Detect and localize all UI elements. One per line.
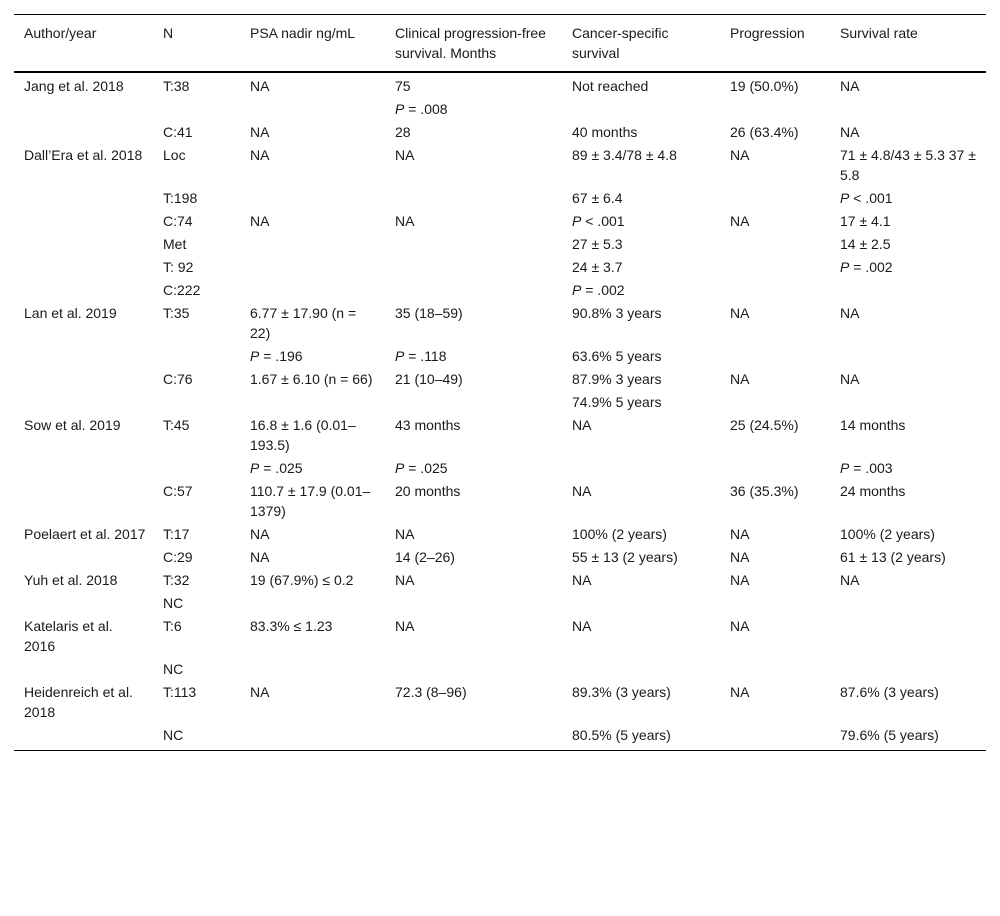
cell-survival-rate: 17 ± 4.1 (840, 213, 891, 229)
cell-author-year: Poelaert et al. 2017 (24, 526, 146, 542)
table-row (14, 301, 986, 344)
cell-author-year: Sow et al. 2019 (24, 417, 121, 433)
cell-survival-rate (830, 657, 986, 680)
cell-clinical-pfs (385, 278, 562, 301)
table-row (14, 72, 986, 97)
results-table (14, 14, 986, 751)
cell-cancer-specific-survival: 24 ± 3.7 (572, 259, 623, 275)
cell-n: T:38 (163, 78, 190, 94)
cell-survival-rate: 14 months (840, 417, 906, 433)
cell-clinical-pfs: 20 months (395, 483, 461, 499)
cell-cancer-specific-survival: 90.8% 3 years (572, 305, 662, 321)
table-row (14, 232, 986, 255)
cell-progression: NA (730, 371, 750, 387)
cell-n: T:113 (163, 684, 197, 700)
table-header (14, 15, 986, 73)
cell-psa-nadir: NA (250, 684, 270, 700)
cell-n: C:41 (163, 124, 193, 140)
cell-survival-rate (830, 344, 986, 367)
cell-cancer-specific-survival: 55 ± 13 (2 years) (572, 549, 678, 565)
table-row (14, 479, 986, 522)
cell-author-year (14, 367, 153, 390)
cell-psa-nadir (240, 390, 385, 413)
cell-psa-nadir (240, 255, 385, 278)
cell-survival-rate: 71 ± 4.8/43 ± 5.3 37 ± 5.8 (840, 147, 976, 183)
cell-psa-nadir: NA (250, 213, 270, 229)
cell-cancer-specific-survival: 63.6% 5 years (572, 348, 662, 364)
cell-clinical-pfs: 21 (10–49) (395, 371, 463, 387)
table-row (14, 344, 986, 367)
cell-clinical-pfs: NA (395, 618, 415, 634)
header-cancer-specific-survival: Cancer-specific survival (572, 25, 669, 61)
cell-psa-nadir: 83.3% ≤ 1.23 (250, 618, 333, 634)
cell-clinical-pfs: 75 (395, 78, 411, 94)
cell-progression: NA (730, 618, 750, 634)
cell-n: C:76 (163, 371, 193, 387)
cell-clinical-pfs: P = .008 (395, 101, 448, 117)
cell-psa-nadir: 1.67 ± 6.10 (n = 66) (250, 371, 373, 387)
cell-clinical-pfs (385, 657, 562, 680)
table-row (14, 614, 986, 657)
cell-author-year (14, 209, 153, 232)
cell-n: T:6 (163, 618, 182, 634)
cell-cancer-specific-survival (562, 657, 720, 680)
cell-progression (720, 255, 830, 278)
cell-n (153, 390, 240, 413)
cell-author-year (14, 278, 153, 301)
cell-psa-nadir: 16.8 ± 1.6 (0.01–193.5) (250, 417, 356, 453)
cell-author-year (14, 186, 153, 209)
table-row (14, 209, 986, 232)
cell-clinical-pfs: NA (395, 572, 415, 588)
cell-cancer-specific-survival: P = .002 (572, 282, 625, 298)
cell-survival-rate (830, 97, 986, 120)
cell-clinical-pfs (385, 591, 562, 614)
table-row (14, 367, 986, 390)
cell-n: T:35 (163, 305, 190, 321)
cell-author-year (14, 390, 153, 413)
cell-cancer-specific-survival: NA (572, 618, 592, 634)
cell-cancer-specific-survival: Not reached (572, 78, 649, 94)
cell-cancer-specific-survival: P < .001 (572, 213, 625, 229)
table-row (14, 680, 986, 723)
cell-author-year (14, 479, 153, 522)
cell-clinical-pfs: 43 months (395, 417, 461, 433)
table-row (14, 97, 986, 120)
cell-cancer-specific-survival: 74.9% 5 years (572, 394, 662, 410)
table-row (14, 723, 986, 751)
cell-author-year (14, 657, 153, 680)
cell-psa-nadir (240, 97, 385, 120)
cell-author-year (14, 120, 153, 143)
cell-survival-rate: 61 ± 13 (2 years) (840, 549, 946, 565)
header-author-year: Author/year (24, 25, 97, 41)
cell-progression: 25 (24.5%) (730, 417, 799, 433)
cell-clinical-pfs (385, 255, 562, 278)
cell-psa-nadir: NA (250, 124, 270, 140)
cell-cancer-specific-survival: 67 ± 6.4 (572, 190, 623, 206)
cell-survival-rate: NA (840, 78, 860, 94)
cell-survival-rate: NA (840, 305, 860, 321)
cell-clinical-pfs: NA (395, 213, 415, 229)
cell-author-year (14, 545, 153, 568)
cell-survival-rate: P < .001 (840, 190, 893, 206)
cell-progression: NA (730, 305, 750, 321)
table-row (14, 390, 986, 413)
cell-psa-nadir: 19 (67.9%) ≤ 0.2 (250, 572, 354, 588)
cell-progression (720, 344, 830, 367)
cell-n: NC (163, 595, 184, 611)
cell-survival-rate: 100% (2 years) (840, 526, 935, 542)
table-body (14, 72, 986, 751)
cell-psa-nadir: NA (250, 526, 270, 542)
cell-cancer-specific-survival (562, 591, 720, 614)
cell-survival-rate: NA (840, 124, 860, 140)
cell-n: T:17 (163, 526, 190, 542)
table-row (14, 568, 986, 591)
cell-clinical-pfs (385, 723, 562, 751)
table-row (14, 456, 986, 479)
table-row (14, 120, 986, 143)
cell-psa-nadir: 6.77 ± 17.90 (n = 22) (250, 305, 357, 341)
cell-progression: NA (730, 147, 750, 163)
cell-psa-nadir: 110.7 ± 17.9 (0.01–1379) (250, 483, 371, 519)
cell-psa-nadir (240, 591, 385, 614)
cell-n: C:29 (163, 549, 193, 565)
table-row (14, 278, 986, 301)
cell-clinical-pfs: P = .025 (395, 460, 448, 476)
table-row (14, 186, 986, 209)
cell-cancer-specific-survival: 40 months (572, 124, 638, 140)
table-row (14, 255, 986, 278)
cell-n: NC (163, 727, 184, 743)
cell-cancer-specific-survival: 27 ± 5.3 (572, 236, 623, 252)
cell-author-year (14, 232, 153, 255)
cell-survival-rate: NA (840, 572, 860, 588)
cell-author-year (14, 591, 153, 614)
cell-n: T: 92 (163, 259, 194, 275)
cell-progression (720, 657, 830, 680)
cell-n: T:45 (163, 417, 190, 433)
cell-survival-rate (830, 390, 986, 413)
cell-author-year: Heidenreich et al. 2018 (24, 684, 133, 720)
cell-survival-rate (830, 278, 986, 301)
cell-psa-nadir: NA (250, 549, 270, 565)
cell-author-year (14, 255, 153, 278)
cell-progression: NA (730, 213, 750, 229)
cell-progression: NA (730, 684, 750, 700)
cell-psa-nadir: NA (250, 147, 270, 163)
cell-n: NC (163, 661, 184, 677)
cell-cancer-specific-survival: 89 ± 3.4/78 ± 4.8 (572, 147, 677, 163)
cell-cancer-specific-survival: NA (572, 483, 592, 499)
cell-cancer-specific-survival (562, 97, 720, 120)
header-survival-rate: Survival rate (840, 25, 918, 41)
cell-progression: 26 (63.4%) (730, 124, 799, 140)
cell-psa-nadir: NA (250, 78, 270, 94)
cell-psa-nadir: P = .025 (250, 460, 303, 476)
cell-survival-rate: P = .003 (840, 460, 893, 476)
cell-author-year: Lan et al. 2019 (24, 305, 117, 321)
cell-n: C:222 (163, 282, 201, 298)
cell-clinical-pfs: 35 (18–59) (395, 305, 463, 321)
cell-clinical-pfs: NA (395, 147, 415, 163)
table-row (14, 413, 986, 456)
cell-author-year (14, 344, 153, 367)
table-row (14, 657, 986, 680)
cell-author-year (14, 456, 153, 479)
cell-n: Loc (163, 147, 186, 163)
cell-n (153, 97, 240, 120)
cell-progression (720, 591, 830, 614)
cell-survival-rate: 87.6% (3 years) (840, 684, 939, 700)
cell-survival-rate: NA (840, 371, 860, 387)
cell-progression (720, 723, 830, 751)
cell-author-year (14, 723, 153, 751)
cell-progression (720, 278, 830, 301)
cell-clinical-pfs: 28 (395, 124, 411, 140)
table-row (14, 522, 986, 545)
cell-progression: 19 (50.0%) (730, 78, 799, 94)
cell-survival-rate: 14 ± 2.5 (840, 236, 891, 252)
cell-psa-nadir (240, 723, 385, 751)
cell-author-year: Jang et al. 2018 (24, 78, 124, 94)
header-psa-nadir: PSA nadir ng/mL (250, 25, 356, 41)
cell-n: T:198 (163, 190, 198, 206)
cell-progression (720, 232, 830, 255)
cell-cancer-specific-survival (562, 456, 720, 479)
cell-author-year: Katelaris et al. 2016 (24, 618, 113, 654)
header-clinical-pfs: Clinical progression-free survival. Months (395, 25, 546, 61)
cell-clinical-pfs (385, 186, 562, 209)
cell-cancer-specific-survival: NA (572, 417, 592, 433)
cell-survival-rate: 79.6% (5 years) (840, 727, 939, 743)
cell-survival-rate (830, 614, 986, 657)
cell-survival-rate: 24 months (840, 483, 906, 499)
cell-clinical-pfs: 72.3 (8–96) (395, 684, 467, 700)
table-row (14, 143, 986, 186)
cell-progression: NA (730, 572, 750, 588)
cell-n: T:32 (163, 572, 190, 588)
cell-cancer-specific-survival: 89.3% (3 years) (572, 684, 671, 700)
cell-n: Met (163, 236, 187, 252)
cell-psa-nadir (240, 657, 385, 680)
cell-author-year (14, 97, 153, 120)
cell-survival-rate: P = .002 (840, 259, 893, 275)
cell-clinical-pfs: 14 (2–26) (395, 549, 455, 565)
cell-cancer-specific-survival: 100% (2 years) (572, 526, 667, 542)
cell-progression (720, 390, 830, 413)
cell-clinical-pfs (385, 232, 562, 255)
cell-n (153, 456, 240, 479)
cell-n: C:57 (163, 483, 193, 499)
cell-author-year: Yuh et al. 2018 (24, 572, 118, 588)
cell-progression: NA (730, 526, 750, 542)
cell-clinical-pfs: NA (395, 526, 415, 542)
cell-progression (720, 97, 830, 120)
header-row (14, 15, 986, 73)
cell-n (153, 344, 240, 367)
cell-psa-nadir (240, 278, 385, 301)
cell-progression: 36 (35.3%) (730, 483, 799, 499)
cell-survival-rate (830, 591, 986, 614)
cell-psa-nadir (240, 186, 385, 209)
cell-psa-nadir: P = .196 (250, 348, 303, 364)
cell-clinical-pfs: P = .118 (395, 348, 447, 364)
cell-cancer-specific-survival: 80.5% (5 years) (572, 727, 671, 743)
header-progression: Progression (730, 25, 805, 41)
header-n: N (163, 25, 174, 41)
cell-cancer-specific-survival: NA (572, 572, 592, 588)
cell-author-year: Dall’Era et al. 2018 (24, 147, 143, 163)
cell-n: C:74 (163, 213, 193, 229)
cell-progression: NA (730, 549, 750, 565)
cell-cancer-specific-survival: 87.9% 3 years (572, 371, 662, 387)
table-row (14, 545, 986, 568)
cell-psa-nadir (240, 232, 385, 255)
cell-progression (720, 456, 830, 479)
cell-progression (720, 186, 830, 209)
table-row (14, 591, 986, 614)
cell-clinical-pfs (385, 390, 562, 413)
